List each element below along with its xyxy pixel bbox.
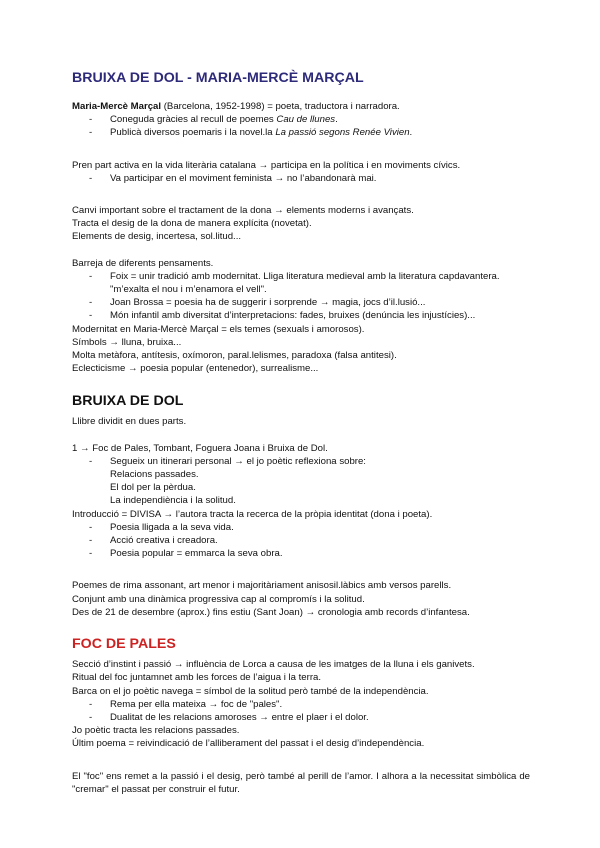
paragraph-line: Ritual del foc juntamnet amb les forces de l’aigua i la terra. (72, 672, 322, 684)
section-heading-bruixa-de-dol: BRUIXA DE DOL (72, 393, 184, 410)
intro-line: Maria-Mercè Marçal (Barcelona, 1952-1998) = poeta, traductora i narradora. (72, 101, 400, 112)
paragraph-bullet: - Segueix un itinerari personal → el jo poètic reflexiona sobre: (72, 455, 530, 468)
paragraph-line: Últim poema = reivindicació de l’alliberament del passat i el desig d’independència. (72, 738, 425, 750)
paragraph-line: Barca on el jo poètic navega = símbol de la solitud però també de la independència. (72, 685, 429, 697)
paragraph-line: Pren part activa en la vida literària catalana → participa en la política i en moviments cívics. (72, 159, 461, 171)
paragraph-line: Eclecticisme → poesia popular (entenedor), surrealisme... (72, 363, 319, 375)
paragraph-line: Secció d’instint i passió → influència de Lorca a causa de les imatges de la lluna i els ganivets. (72, 659, 475, 671)
paragraph-line: Molta metàfora, antítesis, oxímoron, paral.lelismes, paradoxa (falsa antitesi). (72, 350, 397, 362)
paragraph-subitem: Relacions passades. (110, 469, 199, 481)
paragraph-bullet: - Va participar en el moviment feminista → no l’abandonarà mai. (72, 172, 530, 185)
paragraph-bullet-continuation: "m’exalta el nou i m’enamora el vell". (110, 284, 267, 296)
intro-bullet-2: - Publicà diversos poemaris i la novel.la La passió segons Renée Vivien. (72, 126, 530, 139)
paragraph-bullet: - Món infantil amb diversitat d’interpretacions: fades, bruixes (denúncia les injustícies)... (72, 309, 530, 322)
paragraph-line: Conjunt amb una dinàmica progressiva cap al compromís i la solitud. (72, 593, 365, 605)
paragraph-line: Barreja de diferents pensaments. (72, 257, 214, 269)
paragraph-line: Modernitat en Maria-Mercè Marçal = els temes (sexuals i amorosos). (72, 323, 365, 335)
paragraph-line: Llibre dividit en dues parts. (72, 416, 187, 428)
intro-bullet-1: - Coneguda gràcies al recull de poemes Cau de llunes. (72, 113, 530, 126)
paragraph-subitem: La independiència i la solitud. (110, 495, 236, 507)
paragraph-bullet: - Poesia popular = emmarca la seva obra. (72, 547, 530, 560)
author-name: Maria-Mercè Marçal (72, 101, 162, 112)
paragraph-line: Canvi important sobre el tractament de la dona → elements moderns i avançats. (72, 205, 414, 217)
paragraph-line: Símbols → lluna, bruixa... (72, 336, 182, 348)
paragraph-line: Jo poètic tracta les relacions passades. (72, 725, 240, 737)
paragraph-bullet: - Acció creativa i creadora. (72, 534, 530, 547)
paragraph-line: Tracta el desig de la dona de manera explícita (novetat). (72, 218, 312, 230)
paragraph-line: Poemes de rima assonant, art menor i majoritàriament anisosil.làbics amb versos parells. (72, 580, 452, 592)
paragraph-line: 1 → Foc de Pales, Tombant, Foguera Joana i Bruixa de Dol. (72, 442, 328, 454)
paragraph-bullet: - Rema per ella mateixa → foc de "pales". (72, 698, 530, 711)
paragraph-line: Elements de desig, incertesa, sol.litud... (72, 231, 242, 243)
paragraph-bullet: - Poesia lligada a la seva vida. (72, 521, 530, 534)
closing-paragraph: El "foc" ens remet a la passió i el desig, però també al perill de l’amor. I alhora a la necessitat simbòlica de "cremar" el passat per construir el futur. (72, 770, 530, 795)
paragraph-subitem: El dol per la pèrdua. (110, 482, 196, 494)
paragraph-line: Introducció = DIVISA → l’autora tracta la recerca de la pròpia identitat (dona i poeta). (72, 508, 433, 520)
paragraph-bullet: - Foix = unir tradició amb modernitat. Lliga literatura medieval amb la literatura capdavantera. (72, 270, 530, 283)
paragraph-line: Des de 21 de desembre (aprox.) fins estiu (Sant Joan) → cronologia amb records d’infantesa. (72, 606, 470, 618)
paragraph-bullet: - Dualitat de les relacions amoroses → entre el plaer i el dolor. (72, 711, 530, 724)
paragraph-bullet: - Joan Brossa = poesia ha de suggerir i sorprende → magia, jocs d’il.lusió... (72, 296, 530, 309)
document-title: BRUIXA DE DOL - MARIA-MERCÈ MARÇAL (72, 70, 364, 86)
section-heading-foc-de-pales: FOC DE PALES (72, 636, 176, 653)
